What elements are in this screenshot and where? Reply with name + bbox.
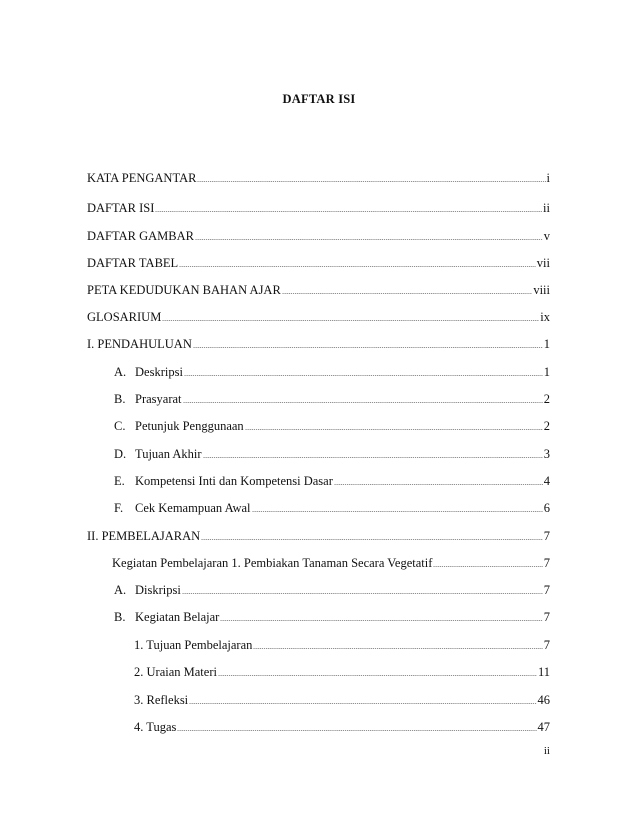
toc-entry[interactable]: [114, 500, 550, 516]
toc-entry[interactable]: [87, 309, 550, 325]
dot-leader: [218, 666, 537, 676]
toc-entry-label: Diskripsi: [135, 583, 181, 597]
toc-entry-page: 6: [543, 501, 550, 515]
dot-leader: [203, 448, 543, 458]
toc-entry-label: Tujuan Akhir: [135, 447, 202, 461]
toc-entry-label: Petunjuk Penggunaan: [135, 419, 244, 433]
toc-entry-label: DAFTAR ISI: [87, 201, 155, 215]
toc-entry-page: vii: [536, 256, 550, 270]
toc-entry[interactable]: [134, 664, 550, 680]
toc-entry-label: DAFTAR TABEL: [87, 256, 179, 270]
toc-entry[interactable]: [87, 170, 550, 186]
toc-entry-letter: E.: [114, 474, 125, 488]
toc-entry[interactable]: [134, 719, 550, 735]
dot-leader: [201, 530, 543, 540]
dot-leader: [162, 311, 539, 321]
toc-entry[interactable]: [87, 255, 550, 271]
dot-leader: [252, 502, 543, 512]
toc-entry-page: 7: [543, 583, 550, 597]
toc-entry-label: Kegiatan Pembelajaran 1. Pembiakan Tanaman Secara Vegetatif: [112, 556, 433, 570]
toc-entry[interactable]: [114, 473, 550, 489]
toc-entry-page: i: [546, 171, 550, 185]
dot-leader: [184, 366, 543, 376]
toc-entry-page: 1: [543, 365, 550, 379]
dot-leader: [183, 393, 543, 403]
toc-entry-letter: A.: [114, 365, 127, 379]
dot-leader: [179, 257, 536, 267]
toc-entry-page: 11: [537, 665, 550, 679]
toc-entry-page: 1: [543, 337, 550, 351]
toc-entry-page: ix: [540, 310, 550, 324]
toc-entry-label: GLOSARIUM: [87, 310, 162, 324]
toc-entry-label: II. PEMBELAJARAN: [87, 529, 201, 543]
toc-entry-label: Deskripsi: [135, 365, 183, 379]
toc-entry[interactable]: [134, 637, 550, 653]
toc-entry-label: 3. Refleksi: [134, 693, 189, 707]
toc-entry-label: Kompetensi Inti dan Kompetensi Dasar: [135, 474, 333, 488]
toc-entry[interactable]: [114, 609, 550, 625]
toc-entry-label: PETA KEDUDUKAN BAHAN AJAR: [87, 283, 281, 297]
toc-entry[interactable]: [112, 555, 550, 571]
toc-entry-label: 4. Tugas: [134, 720, 177, 734]
toc-entry-label: 2. Uraian Materi: [134, 665, 217, 679]
toc-entry-label: Cek Kemampuan Awal: [135, 501, 251, 515]
dot-leader: [195, 230, 543, 240]
toc-entry-label: I. PENDAHULUAN: [87, 337, 192, 351]
dot-leader: [282, 284, 533, 294]
page-number: ii: [543, 745, 550, 757]
toc-entry-page: 2: [543, 392, 550, 406]
toc-entry-page: 7: [543, 638, 550, 652]
toc-entry-page: v: [543, 229, 550, 243]
dot-leader: [182, 584, 543, 594]
toc-entry-letter: A.: [114, 583, 127, 597]
dot-leader: [197, 172, 545, 182]
dot-leader: [220, 611, 542, 621]
toc-entry[interactable]: [87, 200, 550, 216]
toc-entry-label: KATA PENGANTAR: [87, 171, 197, 185]
toc-entry[interactable]: [114, 391, 550, 407]
dot-leader: [177, 721, 536, 731]
toc-entry-page: 2: [543, 419, 550, 433]
toc-entry[interactable]: [114, 446, 550, 462]
toc-entry[interactable]: [114, 582, 550, 598]
page-title: DAFTAR ISI: [282, 92, 356, 106]
dot-leader: [155, 202, 542, 212]
toc-entry-label: 1. Tujuan Pembelajaran: [134, 638, 253, 652]
dot-leader: [334, 475, 543, 485]
toc-entry-label: DAFTAR GAMBAR: [87, 229, 195, 243]
dot-leader: [189, 694, 536, 704]
toc-entry-page: 3: [543, 447, 550, 461]
toc-entry-label: Kegiatan Belajar: [135, 610, 220, 624]
toc-entry[interactable]: [114, 364, 550, 380]
toc-entry[interactable]: [134, 692, 550, 708]
dot-leader: [193, 338, 543, 348]
dot-leader: [433, 557, 542, 567]
toc-entry-letter: B.: [114, 392, 126, 406]
toc-entry-page: 7: [543, 556, 550, 570]
dot-leader: [253, 639, 542, 649]
toc-entry[interactable]: [87, 228, 550, 244]
toc-entry[interactable]: [114, 418, 550, 434]
toc-entry-page: 46: [537, 693, 550, 707]
toc-entry[interactable]: [87, 282, 550, 298]
toc-entry[interactable]: [87, 528, 550, 544]
toc-entry-label: Prasyarat: [135, 392, 182, 406]
toc-entry-page: viii: [533, 283, 550, 297]
toc-entry-letter: B.: [114, 610, 126, 624]
toc-entry-page: 7: [543, 610, 550, 624]
toc-entry-page: 47: [537, 720, 550, 734]
toc-entry-letter: D.: [114, 447, 127, 461]
toc-entry-page: ii: [543, 201, 550, 215]
toc-entry-letter: F.: [114, 501, 124, 515]
dot-leader: [245, 420, 543, 430]
toc-entry[interactable]: [87, 336, 550, 352]
toc-entry-letter: C.: [114, 419, 126, 433]
toc-entry-page: 7: [543, 529, 550, 543]
toc-entry-page: 4: [543, 474, 550, 488]
